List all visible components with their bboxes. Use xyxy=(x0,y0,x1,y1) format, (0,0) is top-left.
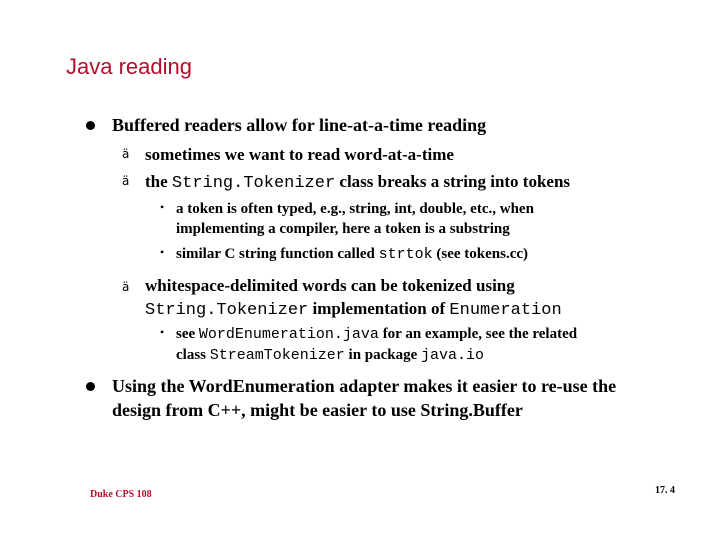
bullet-dot xyxy=(86,121,95,130)
code: strtok xyxy=(378,246,433,263)
line: Using the WordEnumeration adapter makes it easier to re-use the xyxy=(112,376,617,396)
tert-bullet-marker: • xyxy=(160,325,165,339)
bullet-1: Buffered readers allow for line-at-a-time reading xyxy=(112,115,487,135)
bullet-dot xyxy=(86,382,95,391)
line xyxy=(176,345,577,366)
code: Enumeration xyxy=(449,301,562,320)
line xyxy=(176,324,577,345)
text: class breaks a string into tokens xyxy=(335,172,571,191)
line: design from C++, might be easier to use String.Buffer xyxy=(112,400,523,420)
text: for an example, see the related xyxy=(378,326,578,342)
footer-course: Duke CPS 108 xyxy=(90,489,152,500)
line: a token is often typed, e.g., string, int, double, etc., when xyxy=(176,201,534,217)
sub-bullet-marker: ä xyxy=(122,280,130,294)
line xyxy=(145,297,562,322)
text: the xyxy=(145,172,172,191)
tert-bullet-3 xyxy=(176,324,577,366)
code: java.io xyxy=(421,347,485,364)
tert-bullet-2 xyxy=(176,244,528,265)
footer-page-number: 17. 4 xyxy=(655,485,675,496)
line: whitespace-delimited words can be tokenized using xyxy=(145,276,515,295)
sub-bullet-marker: ä xyxy=(122,174,130,188)
tert-bullet-marker: • xyxy=(160,200,165,214)
text: (see tokens.cc) xyxy=(432,246,529,262)
sub-bullet-marker: ä xyxy=(122,147,130,161)
bullet-2 xyxy=(112,374,616,422)
text: in package xyxy=(344,347,422,363)
tert-bullet-1 xyxy=(176,199,534,239)
sub-bullet-1: sometimes we want to read word-at-a-time xyxy=(145,145,454,164)
text: class xyxy=(176,347,210,363)
code: String.Tokenizer xyxy=(145,301,309,320)
code: WordEnumeration.java xyxy=(198,326,379,343)
text: implementation of xyxy=(308,299,450,318)
slide-title: Java reading xyxy=(66,54,192,79)
text: similar C string function called xyxy=(176,246,379,262)
sub-bullet-3 xyxy=(145,274,562,322)
line: implementing a compiler, here a token is a substring xyxy=(176,221,510,237)
code: StreamTokenizer xyxy=(209,347,345,364)
code: String.Tokenizer xyxy=(171,174,336,193)
sub-bullet-2 xyxy=(145,170,570,195)
tert-bullet-marker: • xyxy=(160,245,165,259)
text: see xyxy=(176,326,199,342)
